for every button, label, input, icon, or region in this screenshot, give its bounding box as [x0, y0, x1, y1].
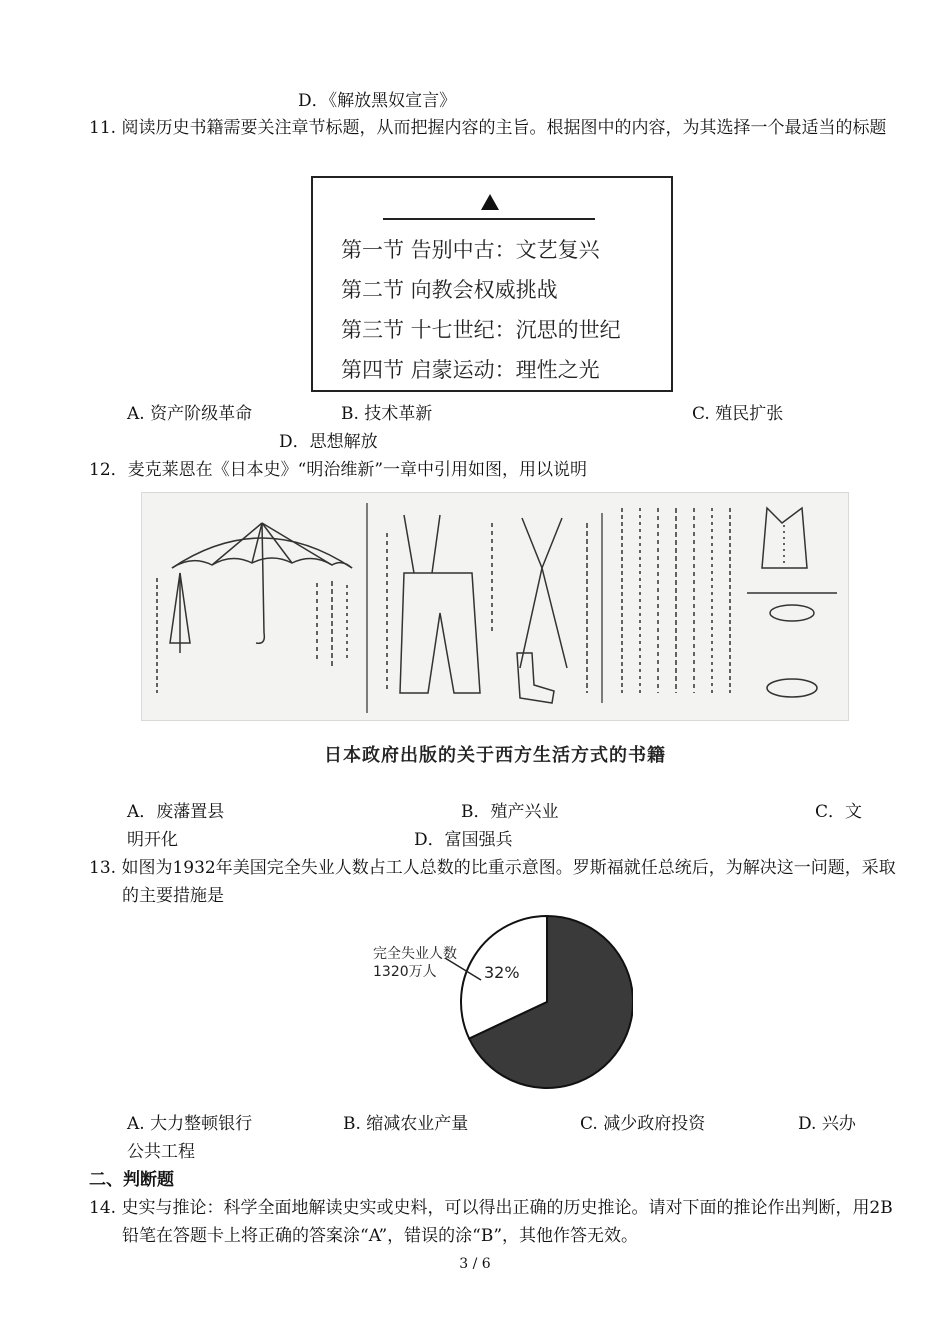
chapter-section-2: 第二节 向教会权威挑战: [341, 278, 558, 302]
slice-percent-label: 32%: [484, 963, 520, 982]
q12-option-d[interactable]: D．富国强兵: [414, 830, 513, 850]
q12-stem: 12．麦克莱恩在《日本史》“明治维新”一章中引用如图，用以说明: [89, 460, 588, 480]
slice-label-line2: 1320万人: [373, 964, 437, 980]
trousers: [400, 573, 480, 693]
title-underline: [383, 218, 595, 220]
slice-label-line1: 完全失业人数: [373, 946, 457, 962]
triangle-marker-icon: [481, 194, 499, 210]
q11-option-b[interactable]: B. 技术革新: [341, 404, 433, 424]
q12-option-a[interactable]: A．废藩置县: [127, 802, 225, 822]
q11-stem: 11. 阅读历史书籍需要关注章节标题，从而把握内容的主旨。根据图中的内容，为其选择一个最适当的标题: [89, 118, 887, 138]
q11-option-d[interactable]: D．思想解放: [279, 432, 378, 452]
q12-option-c-continued[interactable]: 明开化: [127, 830, 178, 850]
unemployment-pie-chart: [357, 906, 633, 1092]
chapter-section-1: 第一节 告别中古：文艺复兴: [341, 238, 600, 262]
page-number: 3 / 6: [459, 1256, 491, 1272]
chapter-title-box: [311, 176, 673, 392]
q11-option-a[interactable]: A. 资产阶级革命: [127, 404, 253, 424]
q10-option-d: D．《解放黑奴宣言》: [298, 91, 457, 111]
q13-option-d-continued[interactable]: 公共工程: [127, 1142, 195, 1162]
q13-option-b[interactable]: B. 缩减农业产量: [343, 1114, 469, 1134]
q13-stem: 13. 如图为1932年美国完全失业人数占工人总数的比重示意图。罗斯福就任总统后，为解决这一问题，采取的主要措施是: [89, 858, 896, 906]
book-pages-drawing: [142, 493, 849, 721]
q14-stem: 14. 史实与推论：科学全面地解读史实或史料，可以得出正确的历史推论。请对下面的推论作出判断，用2B铅笔在答题卡上将正确的答案涂“A”，错误的涂“B”，其他作答无效。: [89, 1198, 893, 1246]
q13-option-c[interactable]: C. 减少政府投资: [580, 1114, 706, 1134]
q12-option-b[interactable]: B．殖产兴业: [461, 802, 559, 822]
chapter-section-3: 第三节 十七世纪：沉思的世纪: [341, 318, 621, 342]
pie-svg: [357, 906, 633, 1092]
chapter-section-4: 第四节 启蒙运动：理性之光: [341, 358, 600, 382]
illustration-caption: 日本政府出版的关于西方生活方式的书籍: [324, 745, 666, 766]
western-lifestyle-book-illustration: [141, 492, 849, 721]
q11-option-c[interactable]: C. 殖民扩张: [692, 404, 784, 424]
q12-option-c[interactable]: C．文: [815, 802, 863, 822]
q13-option-d[interactable]: D. 兴办: [798, 1114, 856, 1134]
q13-option-a[interactable]: A. 大力整顿银行: [127, 1114, 253, 1134]
section-title-judgment: 二、判断题: [89, 1170, 174, 1190]
